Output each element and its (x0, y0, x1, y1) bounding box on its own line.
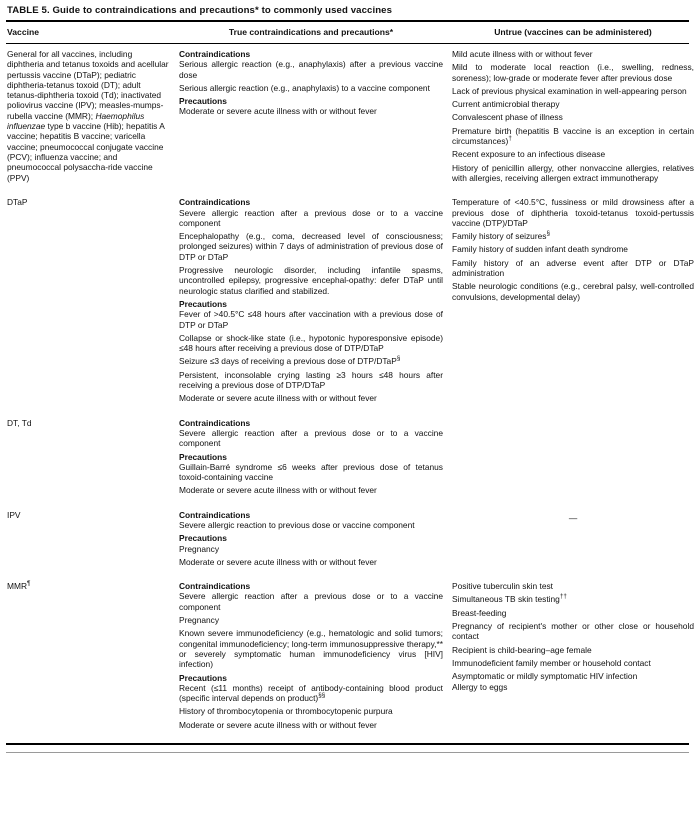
cell-paragraph (452, 281, 694, 302)
text-segment: Severe allergic reaction after a previous dose or to a vaccine component (179, 591, 443, 612)
text-segment: Guillain-Barré syndrome ≤6 weeks after previous dose of tetanus toxoid-containing vaccine (179, 461, 443, 483)
cell-paragraph (179, 208, 443, 229)
text-segment: Recent exposure to an infectious disease (452, 149, 606, 160)
cell-paragraph (452, 99, 694, 109)
text-segment: DTaP (7, 197, 28, 208)
cell-paragraph (452, 197, 694, 228)
true-contraindications-cell (179, 510, 443, 567)
section-heading (179, 581, 443, 591)
cell-paragraph (179, 615, 443, 625)
cell-paragraph (179, 309, 443, 330)
text-segment: Precautions (179, 298, 227, 309)
text-segment: Lack of previous physical examination in well-appearing person (452, 85, 687, 96)
text-segment: Encephalopathy (e.g., coma, decreased level of consciousness; prolonged seizures) within 7 days of administration of previous dose of DTP or DTaP (179, 231, 443, 262)
section-heading (179, 533, 443, 543)
bottom-rule-primary (6, 743, 689, 745)
section-heading (179, 418, 443, 428)
text-segment: General for all vaccines, including diphtheria and tetanus toxoids and acellular pertussis vaccine (DTaP); pediatric diphtheria-tetanus toxoid (DT); adult tetanus-diphtheria toxoid (Td); inactivated poliovirus vaccine (IPV); measles-mumps-rubella vaccine (MMR); (7, 49, 169, 121)
cell-paragraph (7, 197, 169, 207)
text-segment: Moderate or severe acute illness with or without fever (179, 393, 377, 404)
text-segment: — (568, 512, 578, 523)
text-segment: Seizure ≤3 days of receiving a previous dose of DTP/DTaP (179, 356, 397, 367)
text-segment: Precautions (179, 672, 227, 683)
cell-paragraph (179, 683, 443, 704)
column-header-true-contraindications: True contraindications and precautions* (228, 27, 394, 37)
cell-paragraph (179, 231, 443, 262)
cell-paragraph (179, 333, 443, 354)
text-segment: Pregnancy (179, 615, 220, 626)
cell-paragraph (452, 658, 694, 668)
cell-paragraph (179, 393, 443, 403)
text-segment: Persistent, inconsolable crying lasting ≥3 hours ≤48 hours after receiving a previous dose of DTP/DTaP (179, 369, 443, 391)
text-segment: Recent (≤11 months) receipt of antibody-containing blood product (specific interval depends on product) (179, 682, 443, 704)
text-segment: Progressive neurologic disorder, including infantile spasms, uncontrolled epilepsy, progressive encephal-opathy: defer DTaP until neurologic status clarified and stabilized. (179, 265, 443, 296)
vaccine-cell (7, 510, 169, 567)
text-segment: Contraindications (179, 509, 251, 520)
footnote-marker: § (546, 230, 550, 238)
text-segment: Severe allergic reaction after a previous dose or to a vaccine component (179, 427, 443, 449)
cell-paragraph (179, 591, 443, 612)
table-row (6, 192, 694, 412)
text-segment: Simultaneous TB skin testing (452, 594, 560, 605)
text-segment: Positive tuberculin skin test (452, 581, 554, 592)
vaccine-cell (7, 418, 169, 496)
text-segment: IPV (7, 509, 21, 520)
column-header-vaccine: Vaccine (7, 27, 40, 37)
text-segment: Known severe immunodeficiency (e.g., hematologic and solid tumors; congenital immunodeficiency; long-term immunosuppressive therapy,** or severely symptomatic human immunodeficiency virus [HIV] infection) (179, 628, 443, 670)
cell-paragraph (179, 59, 443, 80)
bottom-rule-secondary (6, 752, 689, 753)
cell-paragraph (179, 485, 443, 495)
footnote-marker: § (396, 355, 401, 363)
vaccine-cell (7, 49, 169, 183)
text-segment: Family history of seizures (452, 231, 547, 242)
cell-paragraph (452, 149, 694, 159)
cell-paragraph (7, 510, 169, 520)
text-segment: Mild acute illness with or without fever (452, 49, 593, 59)
untrue-cell (452, 510, 694, 567)
italic-text: Haemophilus influenzae (7, 110, 145, 132)
cell-paragraph (452, 86, 694, 96)
text-segment: Contraindications (179, 417, 251, 428)
cell-paragraph (179, 706, 443, 716)
text-segment: History of thrombocytopenia or thrombocytopenic purpura (179, 706, 393, 717)
true-contraindications-cell (179, 418, 443, 496)
cell-paragraph (179, 265, 443, 296)
section-heading (179, 510, 443, 520)
cell-paragraph (7, 418, 169, 428)
cell-paragraph (7, 49, 169, 183)
text-segment: Premature birth (hepatitis B vaccine is an exception in certain circumstances) (452, 125, 694, 147)
text-segment: Contraindications (179, 197, 251, 208)
text-segment: Moderate or severe acute illness with or without fever (179, 719, 377, 730)
true-contraindications-cell (179, 197, 443, 403)
cell-paragraph (452, 671, 694, 681)
table-row (6, 413, 689, 505)
cell-paragraph (179, 356, 443, 366)
section-heading (179, 673, 443, 683)
text-segment: Breast-feeding (452, 607, 507, 618)
cell-paragraph (452, 258, 694, 279)
text-segment: Family history of an adverse event after DTP or DTaP administration (452, 257, 694, 279)
text-segment: Serious allergic reaction (e.g., anaphylaxis) to a vaccine component (179, 82, 430, 93)
cell-paragraph (179, 720, 443, 730)
cell-paragraph (452, 594, 694, 604)
empty-cell-dash (452, 513, 694, 523)
vaccine-cell (7, 581, 169, 730)
text-segment: Contraindications (179, 581, 251, 592)
untrue-cell (452, 418, 694, 496)
text-segment: Recipient is child-bearing–age female (452, 644, 592, 655)
table-row (6, 44, 694, 192)
cell-paragraph (452, 645, 694, 655)
untrue-cell (452, 581, 694, 730)
text-segment: Family history of sudden infant death syndrome (452, 244, 628, 255)
table-header-row (6, 22, 689, 43)
cell-paragraph (452, 244, 694, 254)
text-segment: Current antimicrobial therapy (452, 99, 560, 110)
text-segment: Mild to moderate local reaction (i.e., swelling, redness, soreness); low-grade or moderate fever after previous dose (452, 62, 694, 83)
cell-paragraph (179, 628, 443, 669)
cell-paragraph (179, 428, 443, 449)
untrue-cell (452, 49, 694, 183)
cell-paragraph (452, 126, 694, 147)
cell-paragraph (7, 581, 169, 591)
cell-paragraph (452, 608, 694, 618)
table-row (6, 576, 694, 739)
vaccine-cell (7, 197, 169, 403)
text-segment: Precautions (179, 533, 227, 544)
section-heading (179, 197, 443, 207)
section-heading (179, 452, 443, 462)
table-row (6, 505, 689, 576)
text-segment: Convalescent phase of illness (452, 112, 563, 123)
text-segment: Pregnancy of recipient's mother or other close or household contact (452, 621, 694, 642)
text-segment: type b vaccine (Hib); hepatitis A vaccine; hepatitis B vaccine; varicella vaccine; pneumococcal conjugate vaccine (PCV); influenza vaccine; and pneumococcal polysaccha-ride vaccine (PPV) (7, 121, 165, 183)
text-segment: Moderate or severe acute illness with or without fever (179, 485, 377, 496)
footnote-marker: §§ (318, 692, 326, 700)
footnote-marker: ¶ (27, 580, 31, 588)
text-segment: Fever of >40.5°C ≤48 hours after vaccination with a previous dose of DTP or DTaP (179, 309, 443, 330)
true-contraindications-cell (179, 49, 443, 183)
cell-paragraph (452, 49, 694, 59)
text-segment: Serious allergic reaction (e.g., anaphylaxis) after a previous vaccine dose (179, 59, 443, 80)
table-title: TABLE 5. Guide to contraindications and precautions* to commonly used vaccines (7, 5, 393, 16)
text-segment: History of penicillin allergy, other nonvaccine allergies, relatives with allergies, receiving allergen extract immunotherapy (452, 162, 694, 183)
text-segment: Asymptomatic or mildly symptomatic HIV infection (452, 671, 638, 682)
cell-paragraph (179, 83, 443, 93)
text-segment: Allergy to eggs (452, 681, 508, 692)
true-contraindications-cell (179, 581, 443, 730)
cell-paragraph (179, 462, 443, 483)
footnote-marker: †† (559, 593, 567, 601)
untrue-cell (452, 197, 694, 403)
text-segment: Moderate or severe acute illness with or without fever (179, 556, 377, 567)
text-segment: Temperature of <40.5°C, fussiness or mild drowsiness after a previous dose of diphtheria toxoid-tetanus toxoid-pertussis vaccine (DTP)/DTaP (452, 197, 694, 228)
section-heading (179, 96, 443, 106)
section-heading (179, 49, 443, 59)
text-segment: Stable neurologic conditions (e.g., cerebral palsy, well-controlled convulsions, developmental delay) (452, 281, 694, 302)
text-segment: Severe allergic reaction after a previous dose or to a vaccine component (179, 207, 443, 228)
cell-paragraph (452, 682, 694, 692)
text-segment: Collapse or shock-like state (i.e., hypotonic hyporesponsive episode) ≤48 hours after receiving a previous dose of DTP/DTaP (179, 332, 443, 354)
text-segment: Moderate or severe acute illness with or without fever (179, 106, 377, 117)
text-segment: Immunodeficient family member or household contact (452, 657, 651, 668)
cell-paragraph (452, 163, 694, 184)
text-segment: Severe allergic reaction to previous dose or vaccine component (179, 519, 415, 530)
text-segment: Contraindications (179, 49, 251, 59)
cell-paragraph (179, 370, 443, 391)
cell-paragraph (452, 231, 694, 241)
footnote-marker: † (508, 135, 512, 143)
cell-paragraph (179, 557, 443, 567)
column-header-untrue: Untrue (vaccines can be administered) (494, 27, 652, 37)
cell-paragraph (452, 112, 694, 122)
text-segment: Pregnancy (179, 543, 220, 554)
text-segment: Precautions (179, 451, 227, 462)
table-body (6, 44, 694, 739)
cell-paragraph (452, 621, 694, 642)
cell-paragraph (179, 520, 443, 530)
cell-paragraph (179, 544, 443, 554)
section-heading (179, 299, 443, 309)
cell-paragraph (179, 106, 443, 116)
cell-paragraph (452, 62, 694, 83)
text-segment: DT, Td (7, 417, 32, 428)
cell-paragraph (452, 581, 694, 591)
text-segment: MMR (7, 581, 28, 592)
text-segment: Precautions (179, 96, 227, 107)
